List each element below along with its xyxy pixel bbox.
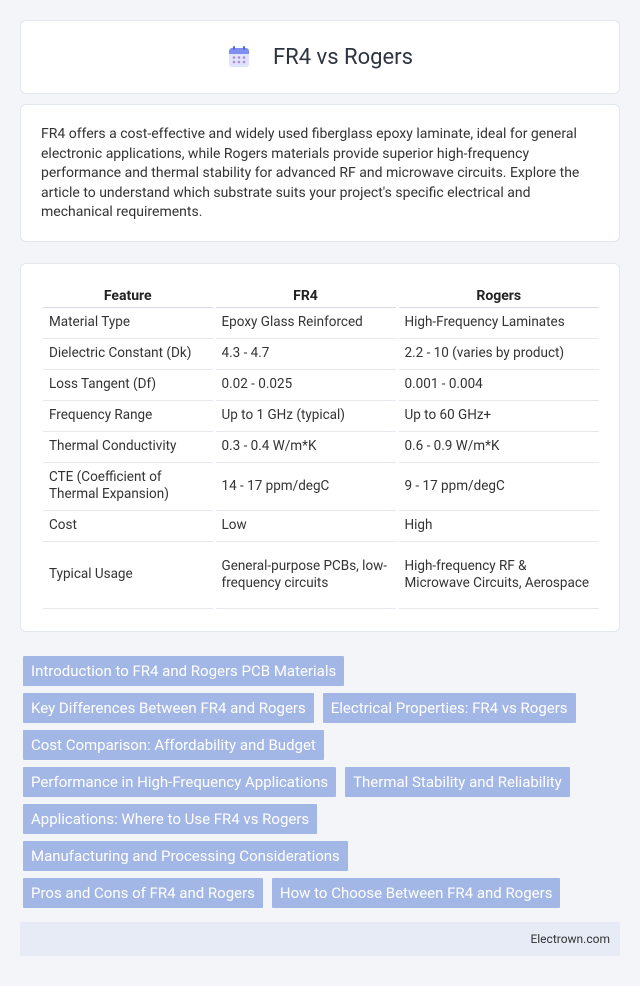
tag-row [23, 730, 613, 760]
table-row [43, 338, 599, 369]
table-row [43, 431, 599, 462]
calendar-icon [227, 45, 251, 69]
tag-row [23, 656, 613, 686]
intro-text: FR4 offers a cost-effective and widely used fiberglass epoxy laminate, ideal for general electronic applications, while Rogers materials provide superior high-frequency performance and thermal stability for advanced RF and microwave circuits. Explore the article to understand which substrate suits your project's specific electrical and mechanical requirements. [41, 126, 580, 220]
table-cell: High-frequency RF & Microwave Circuits, Aerospace [397, 541, 599, 608]
tag-thermal-stability[interactable]: Thermal Stability and Reliability [345, 767, 570, 797]
tag-electrical-properties[interactable]: Electrical Properties: FR4 vs Rogers [323, 693, 576, 723]
table-cell: Low [214, 510, 397, 541]
table-cell: 2.2 - 10 (varies by product) [397, 338, 599, 369]
table-cell: 0.3 - 0.4 W/m*K [214, 431, 397, 462]
table-cell: CTE (Coefficient of Thermal Expansion) [43, 462, 214, 510]
tag-manufacturing[interactable]: Manufacturing and Processing Considerations [23, 841, 348, 871]
table-cell: Material Type [43, 307, 214, 338]
tag-row [23, 767, 613, 797]
table-row [43, 541, 599, 608]
table-row [43, 462, 599, 510]
table-cell: General-purpose PCBs, low-frequency circuits [214, 541, 397, 608]
table-row [43, 369, 599, 400]
table-cell: High [397, 510, 599, 541]
table-cell: 9 - 17 ppm/degC [397, 462, 599, 510]
tag-row [23, 878, 613, 908]
tag-row [23, 804, 613, 834]
tag-key-differences[interactable]: Key Differences Between FR4 and Rogers [23, 693, 314, 723]
table-row [43, 400, 599, 431]
table-row [43, 510, 599, 541]
table-cell: Frequency Range [43, 400, 214, 431]
table-cell: 4.3 - 4.7 [214, 338, 397, 369]
column-header-fr4: FR4 [214, 284, 397, 307]
table-cell: Dielectric Constant (Dk) [43, 338, 214, 369]
tag-row [23, 841, 613, 871]
column-header-rogers: Rogers [397, 284, 599, 307]
footer-brand[interactable]: Electrown.com [530, 932, 610, 946]
intro-card [20, 104, 620, 242]
table-cell: Loss Tangent (Df) [43, 369, 214, 400]
tag-cost-comparison[interactable]: Cost Comparison: Affordability and Budget [23, 730, 324, 760]
header-card [20, 20, 620, 94]
tag-applications[interactable]: Applications: Where to Use FR4 vs Rogers [23, 804, 317, 834]
table-cell: 14 - 17 ppm/degC [214, 462, 397, 510]
table-cell: 0.02 - 0.025 [214, 369, 397, 400]
table-cell: Cost [43, 510, 214, 541]
table-cell: Up to 1 GHz (typical) [214, 400, 397, 431]
table-cell: High-Frequency Laminates [397, 307, 599, 338]
table-cell: Up to 60 GHz+ [397, 400, 599, 431]
table-row [43, 307, 599, 338]
tag-how-to-choose[interactable]: How to Choose Between FR4 and Rogers [272, 878, 561, 908]
table-header-row [43, 284, 599, 307]
footer [20, 922, 620, 956]
table-cell: Typical Usage [43, 541, 214, 608]
comparison-table-card [20, 263, 620, 632]
table-cell: Epoxy Glass Reinforced [214, 307, 397, 338]
table-cell: 0.001 - 0.004 [397, 369, 599, 400]
tag-row [23, 693, 613, 723]
table-cell: Thermal Conductivity [43, 431, 214, 462]
table-cell: 0.6 - 0.9 W/m*K [397, 431, 599, 462]
comparison-table [43, 284, 599, 609]
tag-high-frequency-performance[interactable]: Performance in High-Frequency Applications [23, 767, 336, 797]
tag-introduction[interactable]: Introduction to FR4 and Rogers PCB Materials [23, 656, 344, 686]
column-header-feature: Feature [43, 284, 214, 307]
topic-tags [23, 656, 613, 915]
tag-pros-and-cons[interactable]: Pros and Cons of FR4 and Rogers [23, 878, 263, 908]
page-title: FR4 vs Rogers [273, 44, 413, 70]
